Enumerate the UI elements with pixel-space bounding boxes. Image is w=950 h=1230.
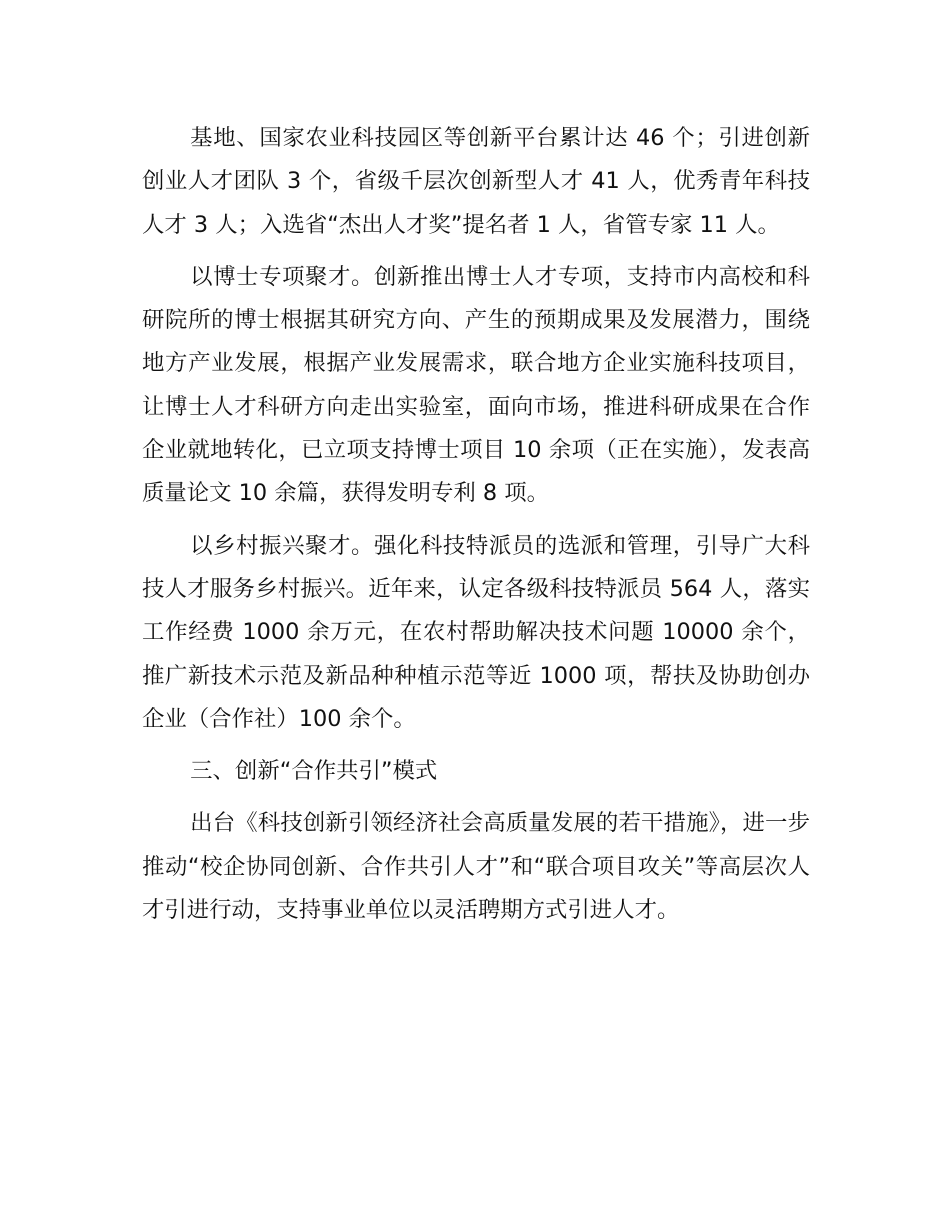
paragraph-doctoral-program: 以博士专项聚才。创新推出博士人才专项，支持市内高校和科研院所的博士根据其研究方向、产生的预期成果及发展潜力，围绕地方产业发展，根据产业发展需求，联合地方企业实施科技项目，让博士人才科研方向走出实验室，面向市场，推进科研成果在合作企业就地转化，已立项支持博士项目 10 余项（正在实施），发表高质量论文 10 余篇，获得发明专利 8 项。 [142,263,810,507]
section-heading-cooperation-model: 三、创新“合作共引”模式 [190,758,438,785]
document-page [142,117,810,932]
paragraph-platforms-talent: 基地、国家农业科技园区等创新平台累计达 46 个；引进创新创业人才团队 3 个，省级千层次创新型人才 41 人，优秀青年科技人才 3 人；入选省“杰出人才奖”提名者 1 人，省管专家 11 人。 [142,125,810,238]
paragraph-rural-revitalization: 以乡村振兴聚才。强化科技特派员的选派和管理，引导广大科技人才服务乡村振兴。近年来，认定各级科技特派员 564 人，落实工作经费 1000 余万元，在农村帮助解决技术问题 10000 余个，推广新技术示范及新品种种植示范等近 1000 项，帮扶及协助创办企业（合作社）100 余个。 [142,532,810,732]
paragraph-measures: 出台《科技创新引领经济社会高质量发展的若干措施》，进一步推动“校企协同创新、合作共引人才”和“联合项目攻关”等高层次人才引进行动，支持事业单位以灵活聘期方式引进人才。 [142,810,810,924]
